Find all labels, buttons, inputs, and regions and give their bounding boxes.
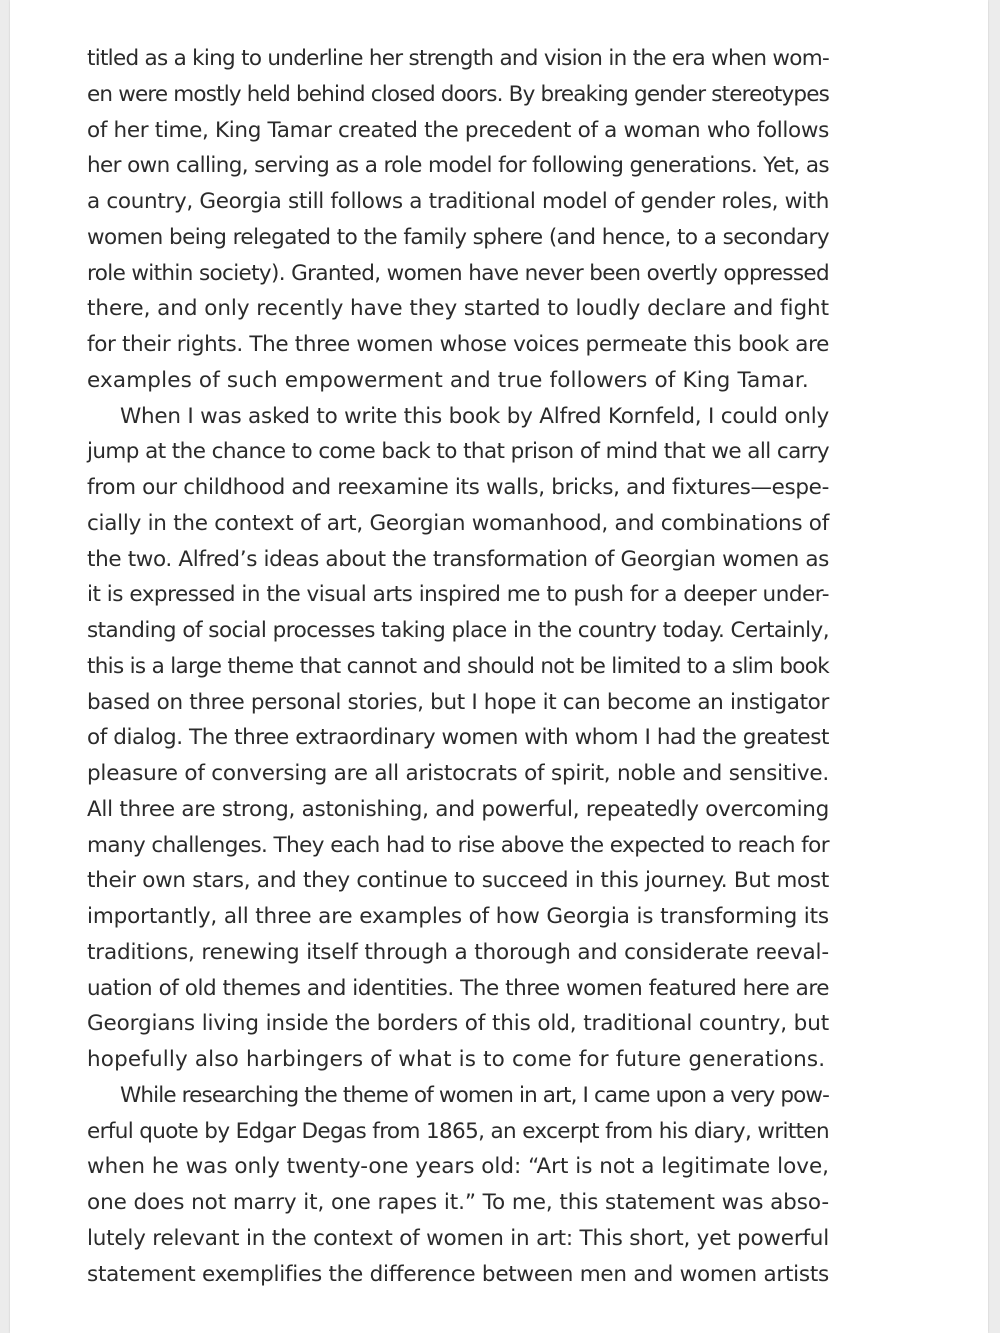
text-line: While researching the theme of women in art, I came upon a very pow- — [120, 1082, 829, 1108]
text-line: the two. Alfred’s ideas about the transformation of Georgian women as — [87, 546, 829, 572]
text-line: jump at the chance to come back to that prison of mind that we all carry — [87, 439, 829, 465]
book-page — [10, 0, 988, 1333]
paragraph-king-tamar — [87, 41, 829, 399]
text-line: standing of social processes taking place in the country today. Certainly, — [87, 618, 829, 643]
text-line: en were mostly held behind closed doors. By breaking gender stereotypes — [87, 81, 829, 107]
text-line: it is expressed in the visual arts inspired me to push for a deeper under- — [87, 582, 829, 608]
text-line: erful quote by Edgar Degas from 1865, an excerpt from his diary, written — [87, 1118, 829, 1144]
text-line: When I was asked to write this book by Alfred Kornfeld, I could only — [120, 403, 829, 429]
text-line: Georgians living inside the borders of this old, traditional country, but — [87, 1011, 829, 1037]
text-line: examples of such empowerment and true followers of King Tamar. — [87, 367, 809, 393]
text-line: when he was only twenty-one years old: “Art is not a legitimate love, — [87, 1154, 829, 1180]
page-body-text — [87, 41, 829, 1292]
text-line: importantly, all three are examples of how Georgia is transforming its — [87, 904, 829, 929]
paragraph-alfred-kornfeld — [87, 399, 829, 1078]
text-line: her own calling, serving as a role model for following generations. Yet, as — [87, 153, 829, 179]
text-line: lutely relevant in the context of women in art: This short, yet powerful — [87, 1225, 829, 1251]
paragraph-edgar-degas — [87, 1078, 829, 1293]
text-line: many challenges. They each had to rise above the expected to reach for — [87, 832, 829, 858]
text-line: of her time, King Tamar created the precedent of a woman who follows — [87, 117, 829, 143]
text-line: of dialog. The three extraordinary women with whom I had the greatest — [87, 725, 829, 751]
text-line: this is a large theme that cannot and should not be limited to a slim book — [87, 653, 829, 679]
text-line: hopefully also harbingers of what is to come for future generations. — [87, 1047, 826, 1072]
text-line: traditions, renewing itself through a thorough and considerate reeval- — [87, 939, 829, 965]
text-line: titled as a king to underline her strength and vision in the era when wom- — [87, 46, 829, 71]
text-line: from our childhood and reexamine its walls, bricks, and fixtures—espe- — [87, 475, 829, 500]
text-line: women being relegated to the family sphere (and hence, to a secondary — [87, 224, 829, 250]
text-line: one does not marry it, one rapes it.” To me, this statement was abso- — [87, 1190, 829, 1215]
text-line: a country, Georgia still follows a traditional model of gender roles, with — [87, 189, 829, 214]
text-line: there, and only recently have they started to loudly declare and fight — [87, 296, 829, 322]
text-line: uation of old themes and identities. The three women featured here are — [87, 975, 829, 1001]
text-line: for their rights. The three women whose voices permeate this book are — [87, 332, 830, 357]
text-line: pleasure of conversing are all aristocrats of spirit, noble and sensitive. — [87, 761, 829, 786]
text-line: their own stars, and they continue to succeed in this journey. But most — [87, 868, 829, 894]
text-line: statement exemplifies the difference between men and women artists — [87, 1261, 829, 1287]
text-line: role within society). Granted, women have never been overtly oppressed — [87, 260, 829, 286]
text-line: cially in the context of art, Georgian womanhood, and combinations of — [87, 510, 829, 536]
text-line: All three are strong, astonishing, and powerful, repeatedly overcoming — [87, 796, 829, 822]
text-line: based on three personal stories, but I hope it can become an instigator — [87, 689, 829, 715]
